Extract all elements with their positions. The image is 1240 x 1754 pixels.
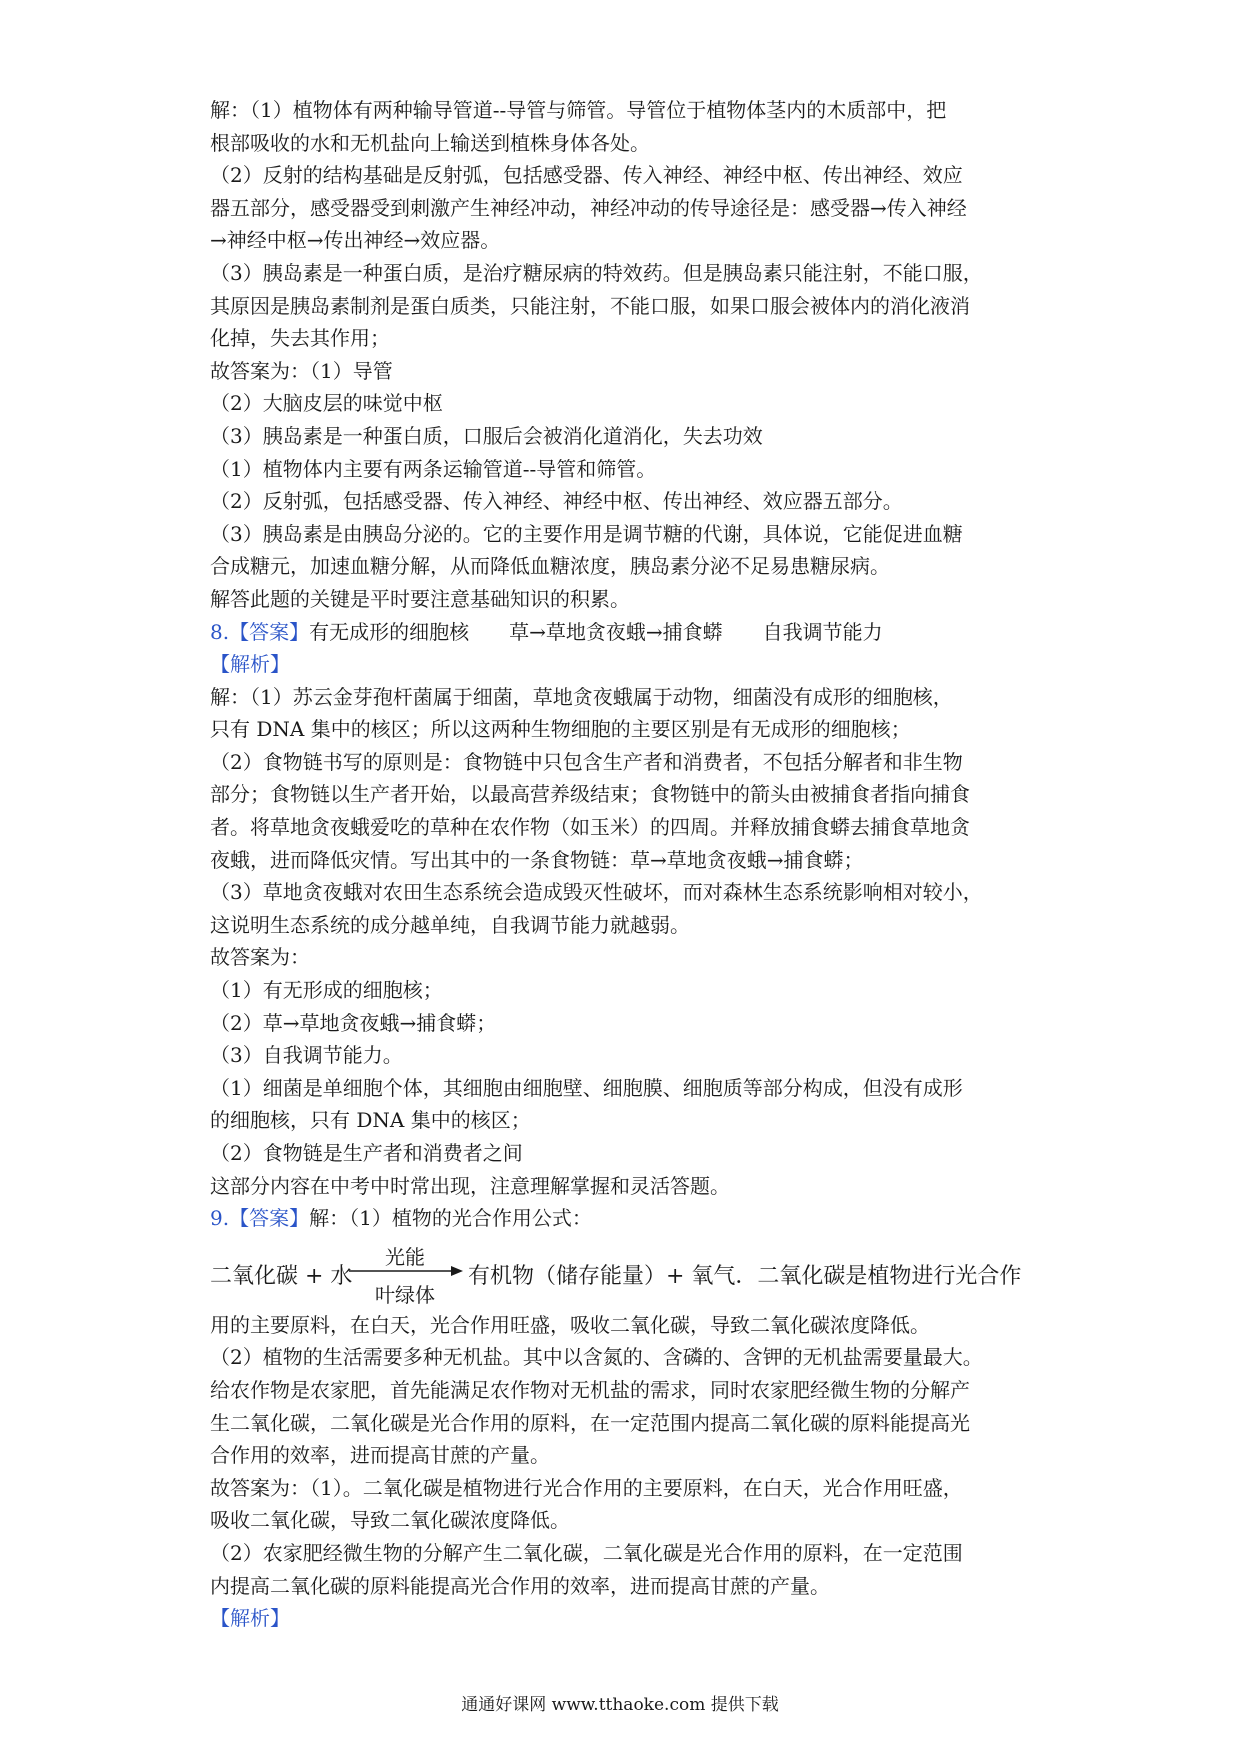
q8-text-line: 者。将草地贪夜蛾爱吃的草种在农作物（如玉米）的四周。并释放捕食蟒去捕食草地贪: [210, 815, 970, 840]
q7-text-line: （2）反射的结构基础是反射弧，包括感受器、传入神经、神经中枢、传出神经、效应: [210, 163, 963, 188]
formula-condition-chloroplast: 叶绿体: [375, 1282, 435, 1307]
photosynthesis-formula: [210, 1241, 1040, 1305]
answer-7-explanation: [210, 94, 1040, 616]
q7-text-line: 化掉，失去其作用；: [210, 326, 390, 351]
q7-text-line: 器五部分，感受器受到刺激产生神经冲动，神经冲动的传导途径是：感受器→传入神经: [210, 195, 967, 220]
q8-answer-line: [210, 616, 1040, 649]
q8-text-line: （3）草地贪夜蛾对农田生态系统会造成毁灭性破坏，而对森林生态系统影响相对较小，: [210, 880, 983, 905]
answer-9-explanation: [210, 1309, 1040, 1602]
formula-products: 有机物（储存能量）+ 氧气．二氧化碳是植物进行光合作: [468, 1263, 1022, 1289]
q9-text-line: 生二氧化碳，二氧化碳是光合作用的原料，在一定范围内提高二氧化碳的原料能提高光: [210, 1410, 970, 1435]
q8-analysis-label: 【解析】: [210, 652, 290, 677]
q7-text-line: →神经中枢→传出神经→效应器。: [210, 228, 501, 253]
q9-answer-line: [210, 1202, 1040, 1235]
q7-text-line: 合成糖元，加速血糖分解，从而降低血糖浓度，胰岛素分泌不足易患糖尿病。: [210, 554, 890, 579]
q8-text-line: （1）有无形成的细胞核；: [210, 978, 443, 1003]
q8-answer-2: 草→草地贪夜蛾→捕食蟒: [509, 619, 723, 644]
q8-text-line: 故答案为：: [210, 945, 310, 970]
q7-text-line: 故答案为：（1）导管: [210, 358, 393, 383]
q8-text-line: （2）食物链书写的原则是：食物链中只包含生产者和消费者，不包括分解者和非生物: [210, 749, 963, 774]
q8-text-line: 部分；食物链以生产者开始，以最高营养级结束；食物链中的箭头由被捕食者指向捕食: [210, 782, 970, 807]
q8-answer-label: 8.【答案】: [210, 619, 310, 644]
q7-text-line: （3）胰岛素是一种蛋白质，是治疗糖尿病的特效药。但是胰岛素只能注射，不能口服，: [210, 260, 983, 285]
q7-text-line: 其原因是胰岛素制剂是蛋白质类，只能注射，不能口服，如果口服会被体内的消化液消: [210, 293, 970, 318]
formula-condition-light: 光能: [385, 1244, 425, 1269]
q8-text-line: （1）细菌是单细胞个体，其细胞由细胞壁、细胞膜、细胞质等部分构成，但没有成形: [210, 1075, 963, 1100]
q8-text-line: 解：（1）苏云金芽孢杆菌属于细菌，草地贪夜蛾属于动物，细菌没有成形的细胞核，: [210, 684, 953, 709]
q9-text-line: （2）植物的生活需要多种无机盐。其中以含氮的、含磷的、含钾的无机盐需要量最大。: [210, 1345, 983, 1370]
q9-text-line: 用的主要原料，在白天，光合作用旺盛，吸收二氧化碳，导致二氧化碳浓度降低。: [210, 1312, 930, 1337]
q9-answer-label: 9.【答案】: [210, 1206, 310, 1231]
q9-text-line: 故答案为：（1）。二氧化碳是植物进行光合作用的主要原料，在白天，光合作用旺盛，: [210, 1475, 963, 1500]
q9-text-line: 合作用的效率，进而提高甘蔗的产量。: [210, 1443, 550, 1468]
q9-text-line: （2）农家肥经微生物的分解产生二氧化碳，二氧化碳是光合作用的原料，在一定范围: [210, 1540, 963, 1565]
q8-answer-1: 有无成形的细胞核: [309, 619, 470, 644]
formula-reaction-arrow: [347, 1241, 463, 1305]
q8-text-line: （2）食物链是生产者和消费者之间: [210, 1141, 523, 1165]
q8-text-line: 这部分内容在中考中时常出现，注意理解掌握和灵活答题。: [210, 1173, 730, 1198]
q7-text-line: （3）胰岛素是由胰岛分泌的。它的主要作用是调节糖的代谢，具体说，它能促进血糖: [210, 521, 963, 546]
q9-analysis-label: 【解析】: [210, 1606, 290, 1631]
q7-text-line: 解答此题的关键是平时要注意基础知识的积累。: [210, 586, 630, 611]
formula-reactants: 二氧化碳 + 水: [210, 1263, 353, 1289]
document-body: [210, 94, 1040, 1635]
right-arrow-icon: [347, 1265, 463, 1277]
q8-text-line: 夜蛾，进而降低灾情。写出其中的一条食物链：草→草地贪夜蛾→捕食蟒；: [210, 847, 864, 872]
page-footer: 通通好课网 www.tthaoke.com 提供下载: [461, 1695, 779, 1715]
q8-text-line: 这说明生态系统的成分越单纯，自我调节能力就越弱。: [210, 912, 690, 937]
q7-text-line: 根部吸收的水和无机盐向上输送到植株身体各处。: [210, 130, 650, 155]
q9-text-line: 内提高二氧化碳的原料能提高光合作用的效率，进而提高甘蔗的产量。: [210, 1573, 830, 1598]
q9-text-line: 吸收二氧化碳，导致二氧化碳浓度降低。: [210, 1508, 570, 1533]
q7-text-line: （3）胰岛素是一种蛋白质，口服后会被消化道消化，失去功效: [210, 423, 763, 448]
q7-text-line: （2）反射弧，包括感受器、传入神经、神经中枢、传出神经、效应器五部分。: [210, 489, 903, 514]
q7-text-line: 解：（1）植物体有两种输导管道--导管与筛管。导管位于植物体茎内的木质部中，把: [210, 98, 947, 122]
q8-answer-3: 自我调节能力: [762, 619, 883, 644]
q7-text-line: （1）植物体内主要有两条运输管道--导管和筛管。: [210, 456, 657, 481]
q8-text-line: （3）自我调节能力。: [210, 1043, 403, 1068]
q8-text-line: 的细胞核，只有 DNA 集中的核区；: [210, 1108, 531, 1133]
q7-text-line: （2）大脑皮层的味觉中枢: [210, 391, 443, 416]
q9-text-line: 给农作物是农家肥，首先能满足农作物对无机盐的需求，同时农家肥经微生物的分解产: [210, 1377, 970, 1402]
q8-text-line: （2）草→草地贪夜蛾→捕食蟒；: [210, 1010, 497, 1035]
q9-answer-text: 解：（1）植物的光合作用公式：: [309, 1206, 592, 1231]
answer-8-explanation: [210, 681, 1040, 1203]
q8-text-line: 只有 DNA 集中的核区；所以这两种生物细胞的主要区别是有无成形的细胞核；: [210, 717, 911, 742]
